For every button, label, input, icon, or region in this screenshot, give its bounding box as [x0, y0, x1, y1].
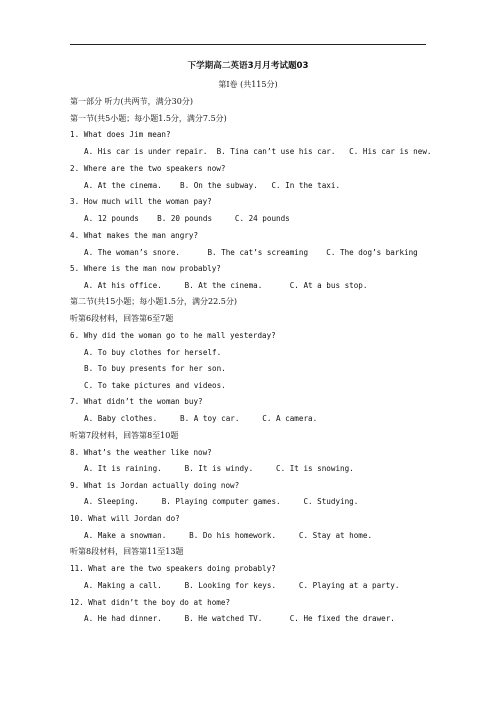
- question-2: 2. Where are the two speakers now?: [70, 164, 226, 173]
- question-5-options: A. At his office. B. At the cinema. C. At a bus stop.: [84, 281, 368, 290]
- question-7-options: A. Baby clothes. B. A toy car. C. A camera.: [84, 414, 318, 423]
- question-2-options: A. At the cinema. B. On the subway. C. In the taxi.: [84, 181, 341, 190]
- section-two-heading: 第二节(共15小题；每小题1.5分，满分22.5分): [70, 297, 237, 306]
- material-8-heading: 听第8段材料，回答第11至13题: [70, 547, 184, 556]
- part-one-heading: 第一部分 听力(共两节，满分30分): [70, 97, 193, 106]
- question-12: 12. What didn’t the boy do at home?: [70, 598, 231, 607]
- exam-title: 下学期高二英语3月月考试题03: [187, 61, 309, 71]
- question-9-options: A. Sleeping. B. Playing computer games. C. Studying.: [84, 497, 359, 506]
- question-8-options: A. It is raining. B. It is windy. C. It is snowing.: [84, 464, 354, 473]
- question-12-options: A. He had dinner. B. He watched TV. C. He fixed the drawer.: [84, 614, 395, 623]
- question-9: 9. What is Jordan actually doing now?: [70, 481, 240, 490]
- question-6: 6. Why did the woman go to he mall yesterday?: [70, 331, 276, 340]
- question-5: 5. Where is the man now probably?: [70, 264, 221, 273]
- question-6-option-a: A. To buy clothes for herself.: [84, 348, 222, 357]
- question-6-option-c: C. To take pictures and videos.: [84, 381, 226, 390]
- question-6-option-b: B. To buy presents for her son.: [84, 364, 226, 373]
- question-8: 8. What’s the weather like now?: [70, 448, 212, 457]
- question-3-options: A. 12 pounds B. 20 pounds C. 24 pounds: [84, 214, 290, 223]
- question-1: 1. What does Jim mean?: [70, 130, 171, 139]
- question-7: 7. What didn’t the woman buy?: [70, 397, 203, 406]
- material-7-heading: 听第7段材料，回答第8至10题: [70, 431, 179, 440]
- question-4: 4. What makes the man angry?: [70, 231, 199, 240]
- question-10-options: A. Make a snowman. B. Do his homework. C. Stay at home.: [84, 531, 373, 540]
- question-10: 10. What will Jordan do?: [70, 514, 180, 523]
- question-1-options: A. His car is under repair. B. Tina can’t use his car. C. His car is new.: [84, 147, 432, 156]
- material-6-heading: 听第6段材料，回答第6至7题: [70, 314, 174, 323]
- question-11: 11. What are the two speakers doing probably?: [70, 564, 276, 573]
- question-11-options: A. Making a call. B. Looking for keys. C. Playing at a party.: [84, 581, 400, 590]
- question-4-options: A. The woman’s snore. B. The cat’s screaming C. The dog’s barking: [84, 248, 418, 257]
- section-one-heading: 第一节(共5小题；每小题1.5分，满分7.5分): [70, 114, 227, 123]
- volume-heading: 第Ⅰ卷 (共115分): [218, 80, 278, 89]
- question-3: 3. How much will the woman pay?: [70, 197, 212, 206]
- header-rule: [70, 44, 426, 45]
